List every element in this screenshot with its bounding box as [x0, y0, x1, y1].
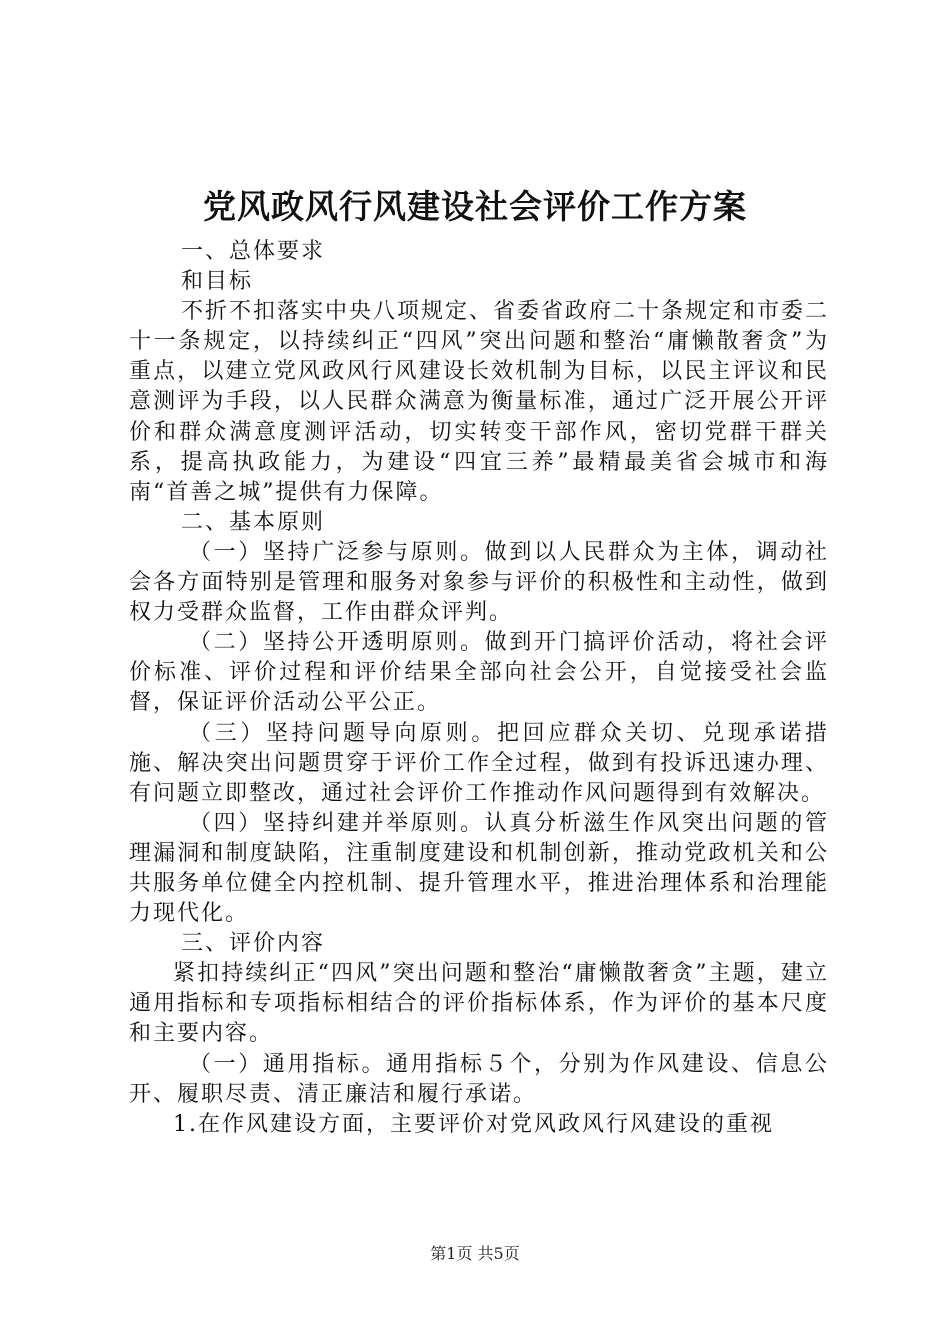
paragraph-principle-2: （二）坚持公开透明原则。做到开门搞评价活动，将社会评价标准、评价过程和评价结果全部向社会公开，自觉接受社会监督，保证评价活动公平公正。	[129, 630, 829, 716]
paragraph-principle-4: （四）坚持纠建并举原则。认真分析滋生作风突出问题的管理漏洞和制度缺陷，注重制度建设和机制创新，推动党政机关和公共服务单位健全内控机制、提升管理水平，推进治理体系和治理能力现代化。	[129, 810, 829, 927]
section-heading-1: 一、总体要求	[181, 239, 326, 264]
page-number-footer: 第1页 共5页	[430, 1244, 520, 1263]
paragraph-evaluation-content: 紧扣持续纠正“四风”突出问题和整治“庸懒散奢贪”主题，建立通用指标和专项指标相结合的评价指标体系，作为评价的基本尺度和主要内容。	[129, 961, 829, 1047]
document-body	[129, 237, 829, 1140]
paragraph-general-indicators: （一）通用指标。通用指标５个，分别为作风建设、信息公开、履职尽责、清正廉洁和履行承诺。	[129, 1051, 829, 1107]
document-title: 党风政风行风建设社会评价工作方案	[203, 187, 747, 226]
section-heading-3: 三、评价内容	[181, 931, 326, 957]
paragraph-principle-1: （一）坚持广泛参与原则。做到以人民群众为主体，调动社会各方面特别是管理和服务对象参与评价的积极性和主动性，做到权力受群众监督，工作由群众评判。	[129, 539, 829, 626]
section-heading-2: 二、基本原则	[181, 509, 326, 535]
paragraph-item-1: 1.在作风建设方面，主要评价对党风政风行风建设的重视	[173, 1111, 774, 1137]
section-heading-1-continued: 和目标	[181, 269, 254, 295]
paragraph-overall-requirements: 不折不扣落实中央八项规定、省委省政府二十条规定和市委二十一条规定，以持续纠正“四风”突出问题和整治“庸懒散奢贪”为重点，以建立党风政风行风建设长效机制为目标，以民主评议和民意测评为手段，以人民群众满意为衡量标准，通过广泛开展公开评价和群众满意度测评活动，切实转变干部作风，密切党群干群关系，提高执政能力，为建设“四宜三养”最精最美省会城市和海南“首善之城”提供有力保障。	[129, 299, 830, 505]
paragraph-principle-3: （三）坚持问题导向原则。把回应群众关切、兑现承诺措施、解决突出问题贯穿于评价工作全过程，做到有投诉迅速办理、有问题立即整改，通过社会评价工作推动作风问题得到有效解决。	[129, 720, 829, 806]
